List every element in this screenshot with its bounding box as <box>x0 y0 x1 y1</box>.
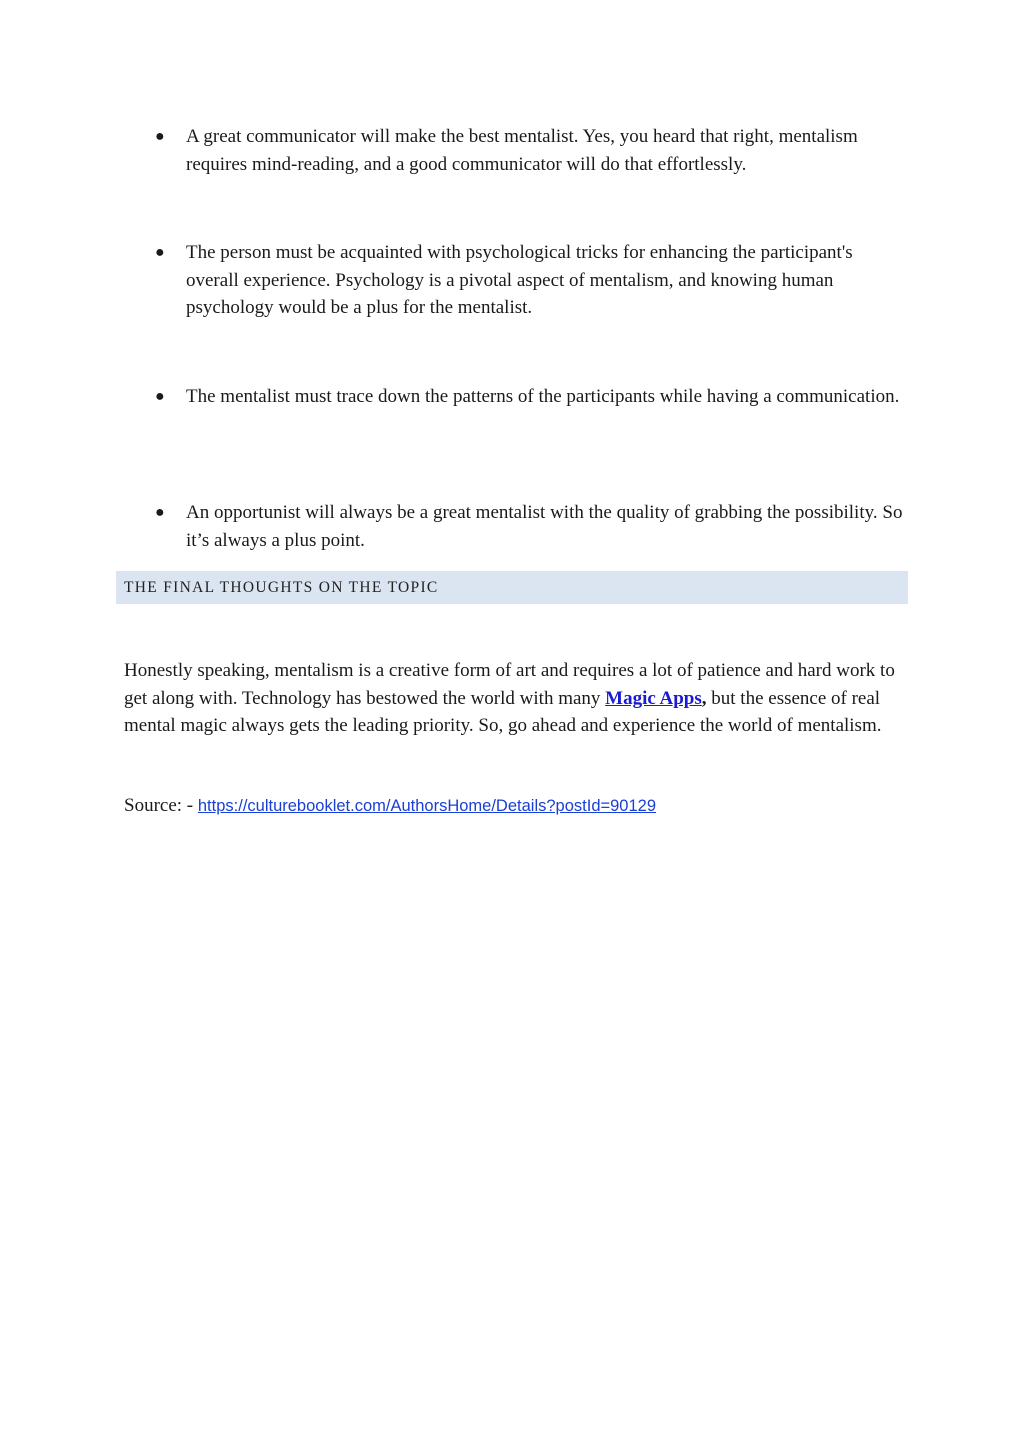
bullet-item-patterns <box>155 383 905 411</box>
magic-apps-link[interactable]: Magic Apps <box>605 687 702 709</box>
bullet-text: The mentalist must trace down the patterns of the participants while having a communication. <box>186 386 900 407</box>
bullet-text: A great communicator will make the best mentalist. Yes, you heard that right, mentalism requires mind-reading, and a good communicator will do that effortlessly. <box>186 126 858 175</box>
section-heading-final-thoughts: THE FINAL THOUGHTS ON THE TOPIC <box>116 571 908 604</box>
bullet-text: The person must be acquainted with psychological tricks for enhancing the participant's overall experience. Psychology is a pivotal aspect of mentalism, and knowing human psychology would be a plus for the mentalist. <box>186 242 853 318</box>
bullet-text: An opportunist will always be a great mentalist with the quality of grabbing the possibility. So it’s always a plus point. <box>186 502 903 551</box>
paragraph-text-before-link: Honestly speaking, mentalism is a creative form of art and requires a lot of patience and hard work to get along with. Technology has bestowed the world with many <box>124 660 895 709</box>
paragraph-text-after-link: but the essence of real mental magic always gets the leading priority. So, go ahead and experience the world of mentalism. <box>124 687 882 736</box>
source-url-link[interactable]: https://culturebooklet.com/AuthorsHome/Details?postId=90129 <box>197 797 657 815</box>
source-line <box>124 792 904 821</box>
bullet-item-opportunist <box>155 499 905 554</box>
source-label: Source: - <box>124 795 198 816</box>
bullet-item-communicator <box>155 123 905 178</box>
bullet-item-psychology <box>155 239 905 322</box>
closing-paragraph <box>124 657 904 740</box>
bullet-dot-icon: ● <box>155 244 165 261</box>
bullet-dot-icon: ● <box>155 504 165 521</box>
paragraph-comma: , <box>701 687 707 709</box>
bullet-dot-icon: ● <box>155 128 165 145</box>
bullet-dot-icon: ● <box>155 388 165 405</box>
